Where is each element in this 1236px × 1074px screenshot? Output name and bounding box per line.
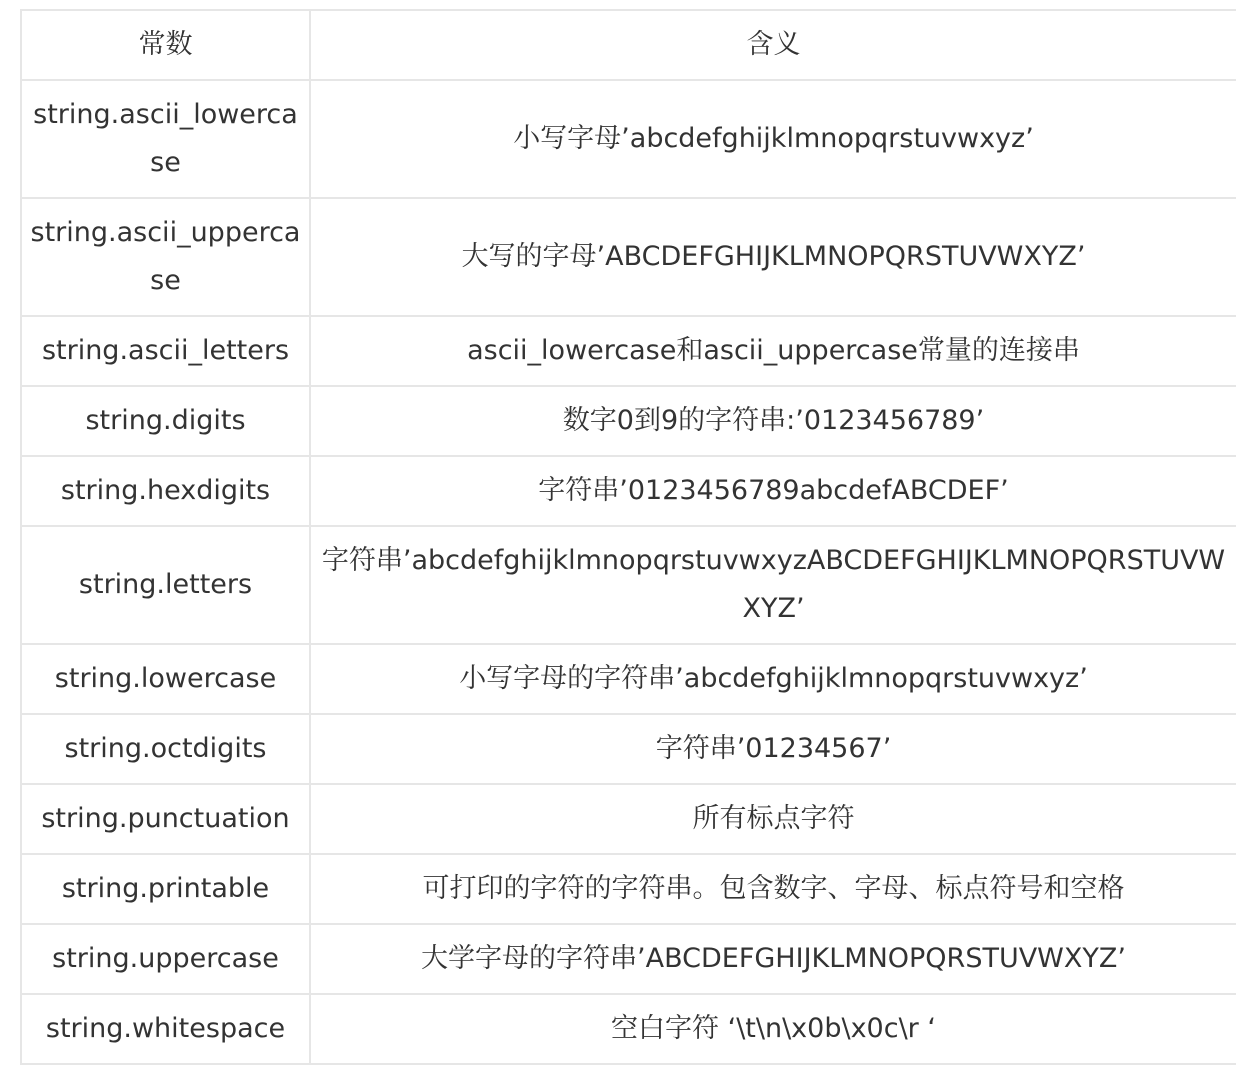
table-row — [21, 784, 1236, 854]
table-row — [21, 80, 1236, 198]
meaning-cell: 小写字母的字符串’abcdefghijklmnopqrstuvwxyz’ — [310, 644, 1236, 714]
meaning-cell: 字符串’01234567’ — [310, 714, 1236, 784]
table-row — [21, 994, 1236, 1064]
table-row — [21, 198, 1236, 316]
column-header-constant: 常数 — [21, 10, 310, 80]
column-header-meaning: 含义 — [310, 10, 1236, 80]
constant-cell: string.octdigits — [21, 714, 310, 784]
table-row — [21, 644, 1236, 714]
meaning-cell: 可打印的字符的字符串。包含数字、字母、标点符号和空格 — [310, 854, 1236, 924]
meaning-cell: 小写字母’abcdefghijklmnopqrstuvwxyz’ — [310, 80, 1236, 198]
meaning-cell: 大写的字母’ABCDEFGHIJKLMNOPQRSTUVWXYZ’ — [310, 198, 1236, 316]
table-row — [21, 924, 1236, 994]
table-header — [21, 10, 1236, 80]
constant-cell: string.ascii_uppercase — [21, 198, 310, 316]
constant-cell: string.punctuation — [21, 784, 310, 854]
constant-cell: string.ascii_lowercase — [21, 80, 310, 198]
table-row — [21, 386, 1236, 456]
constant-cell: string.hexdigits — [21, 456, 310, 526]
meaning-cell: 字符串’0123456789abcdefABCDEF’ — [310, 456, 1236, 526]
constant-cell: string.letters — [21, 526, 310, 644]
meaning-cell: 空白字符 ‘\t\n\x0b\x0c\r ‘ — [310, 994, 1236, 1064]
table-row — [21, 714, 1236, 784]
header-row — [21, 10, 1236, 80]
meaning-cell: 所有标点字符 — [310, 784, 1236, 854]
table-row — [21, 316, 1236, 386]
meaning-cell: 字符串’abcdefghijklmnopqrstuvwxyzABCDEFGHIJKLMNOPQRSTUVWXYZ’ — [310, 526, 1236, 644]
constant-cell: string.whitespace — [21, 994, 310, 1064]
table-row — [21, 456, 1236, 526]
table-row — [21, 854, 1236, 924]
meaning-cell: 大学字母的字符串’ABCDEFGHIJKLMNOPQRSTUVWXYZ’ — [310, 924, 1236, 994]
constant-cell: string.printable — [21, 854, 310, 924]
constant-cell: string.digits — [21, 386, 310, 456]
meaning-cell: 数字0到9的字符串:’0123456789’ — [310, 386, 1236, 456]
table-row — [21, 526, 1236, 644]
meaning-cell: ascii_lowercase和ascii_uppercase常量的连接串 — [310, 316, 1236, 386]
table-body — [21, 80, 1236, 1064]
constant-cell: string.uppercase — [21, 924, 310, 994]
constant-cell: string.lowercase — [21, 644, 310, 714]
constant-cell: string.ascii_letters — [21, 316, 310, 386]
constants-table — [20, 9, 1236, 1065]
